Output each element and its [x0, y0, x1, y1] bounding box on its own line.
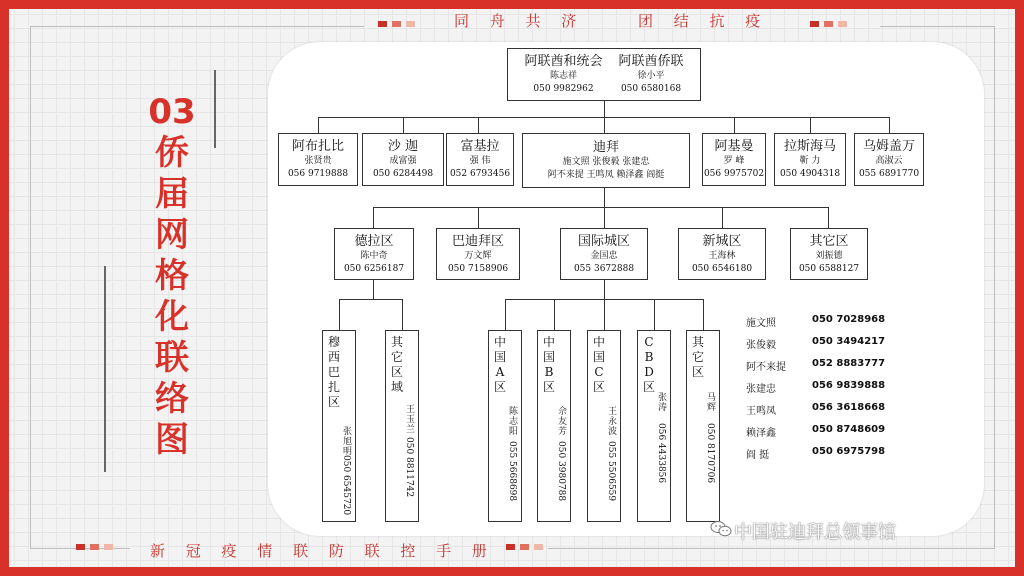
connector — [478, 207, 479, 228]
connector — [373, 280, 374, 300]
side-divider-bottom — [104, 266, 106, 472]
org-box-other-district — [790, 228, 868, 280]
org-person: 佘友芳 — [558, 407, 568, 437]
side-title-char: 联 — [155, 338, 189, 378]
org-person: 王玉兰 — [406, 405, 416, 435]
org-phone: 052 6793456 — [449, 169, 511, 179]
header-squares-left — [378, 21, 415, 27]
org-name: 中国A区 — [493, 335, 506, 394]
org-person: 王永波 — [608, 407, 618, 437]
org-phone: 050 4904318 — [779, 169, 841, 179]
connector — [402, 299, 403, 330]
header-squares-right — [810, 21, 847, 27]
connector — [318, 117, 319, 133]
contact-phone: 050 7028968 — [812, 314, 886, 325]
connector — [722, 207, 723, 228]
org-person: 罗 峰 — [723, 156, 745, 166]
footer-slogan: 新 冠 疫 情 联 防 联 控 手 册 — [150, 542, 495, 560]
contact-phone: 050 8748609 — [812, 424, 886, 435]
org-name: 乌姆盖万 — [862, 139, 915, 154]
org-phone: 055 3672888 — [573, 263, 635, 274]
org-box-deira — [334, 228, 414, 280]
org-phone: 055 5506559 — [606, 441, 616, 502]
org-phone: 055 5668698 — [507, 441, 517, 502]
connector — [604, 100, 605, 118]
org-name: 迪拜 — [592, 140, 619, 155]
org-box-new-city — [678, 228, 766, 280]
contact-name: 王鸣凤 — [746, 406, 776, 417]
org-box-other-area — [385, 330, 419, 522]
org-name: 穆西巴扎区 — [327, 335, 340, 409]
connector — [403, 117, 404, 133]
connector — [604, 188, 605, 208]
org-person: 徐小平 — [637, 71, 665, 81]
inner-line-left — [30, 26, 31, 549]
org-box-bur-dubai — [436, 228, 520, 280]
org-phone: 050 8170706 — [705, 423, 715, 484]
org-box-china-b — [537, 330, 571, 522]
org-name: 其它区 — [809, 233, 849, 249]
side-title-char: 化 — [155, 297, 189, 337]
org-name: 沙 迦 — [387, 139, 419, 154]
connector — [889, 117, 890, 133]
contact-phone: 056 3618668 — [812, 402, 886, 413]
org-box-china-a — [488, 330, 522, 522]
org-phone: 050 6546180 — [691, 263, 753, 274]
inner-line-right — [994, 26, 995, 549]
org-person: 强 伟 — [469, 156, 491, 166]
org-box-cbd — [637, 330, 671, 522]
org-name: 阿联酋和统会 — [524, 54, 603, 69]
org-phone: 050 8811742 — [404, 437, 414, 498]
side-title-char: 图 — [155, 420, 189, 460]
connector — [373, 207, 374, 228]
org-phone: 050 9982962 — [533, 84, 594, 94]
side-title-char: 届 — [155, 174, 189, 214]
org-phone: 阿不来提 王鸣凤 赖泽鑫 阎挺 — [547, 170, 665, 180]
org-box-abu-dhabi — [278, 133, 358, 186]
org-name: 拉斯海马 — [783, 139, 836, 154]
side-title-char: 网 — [155, 215, 189, 255]
org-box-muraqqabat — [322, 330, 356, 522]
org-name: 富基拉 — [460, 139, 500, 154]
org-person: 施文照 张俊毅 张建忠 — [562, 157, 650, 167]
contact-phone: 050 6975798 — [812, 446, 886, 457]
org-phone: 050 3980788 — [556, 441, 566, 502]
footer-squares-left — [76, 544, 113, 550]
side-title-char: 络 — [155, 379, 189, 419]
header-slogan-left: 同 舟 共 济 — [454, 12, 585, 30]
side-divider-top — [214, 70, 216, 148]
header-slogan-right: 团 结 抗 疫 — [638, 12, 769, 30]
connector — [339, 299, 340, 330]
connector — [604, 299, 605, 330]
contact-phone: 050 3494217 — [812, 336, 886, 347]
wechat-icon — [710, 520, 732, 538]
org-name: CBD区 — [642, 335, 655, 394]
connector — [654, 299, 655, 330]
org-phone: 050 6580168 — [620, 84, 682, 94]
org-name: 阿基曼 — [714, 139, 754, 154]
org-box-top — [507, 48, 701, 101]
connector — [604, 280, 605, 300]
connector — [339, 299, 403, 300]
org-person: 高淑云 — [875, 156, 903, 166]
org-person: 陈志阳 — [509, 407, 519, 437]
connector — [734, 117, 735, 133]
contact-name: 张俊毅 — [746, 340, 776, 351]
org-name: 德拉区 — [354, 233, 394, 249]
org-box-sharjah — [362, 133, 444, 186]
org-box-ras-al-khaimah — [774, 133, 846, 186]
org-person: 陈志祥 — [549, 71, 577, 81]
org-phone: 056 9719888 — [287, 169, 349, 179]
connector — [604, 207, 605, 228]
org-person: 成富强 — [389, 156, 417, 166]
side-title-number: 03 — [148, 92, 196, 132]
org-person: 刘振德 — [815, 250, 843, 261]
org-box-ajman — [702, 133, 766, 186]
org-box-umm-al-quwain — [854, 133, 924, 186]
org-name: 巴迪拜区 — [451, 233, 504, 249]
org-person: 马辉 — [707, 393, 717, 413]
inner-line-top-right — [880, 26, 994, 27]
org-name: 阿布扎比 — [291, 139, 344, 154]
contact-phone: 052 8883777 — [812, 358, 886, 369]
inner-line-bottom-right — [548, 548, 994, 549]
org-box-dubai — [522, 133, 690, 188]
contact-phone: 056 9839888 — [812, 380, 886, 391]
connector — [828, 207, 829, 228]
org-name: 其它区域 — [390, 335, 403, 394]
org-phone: 050 7158906 — [447, 263, 509, 274]
org-phone: 050 6545720 — [341, 455, 351, 516]
org-name: 阿联酋侨联 — [618, 54, 684, 69]
connector — [478, 117, 479, 133]
org-person: 陈中奇 — [360, 250, 388, 261]
org-person: 张贤贵 — [304, 156, 332, 166]
contact-name: 阿不来提 — [746, 362, 786, 373]
org-name: 国际城区 — [577, 233, 630, 249]
contact-name: 赖泽鑫 — [746, 428, 776, 439]
contact-name: 阎 挺 — [746, 450, 770, 461]
org-person: 金国忠 — [590, 250, 618, 261]
org-name: 中国C区 — [592, 335, 605, 394]
org-person: 王海林 — [708, 250, 736, 261]
connector — [554, 299, 555, 330]
org-person: 万文辉 — [464, 250, 492, 261]
side-title-char: 格 — [155, 256, 189, 296]
connector — [810, 117, 811, 133]
contact-name: 施文照 — [746, 318, 776, 329]
contact-name: 张建忠 — [746, 384, 776, 395]
inner-line-top-left — [30, 26, 364, 27]
footer-squares-right — [506, 544, 543, 550]
org-phone: 055 6891770 — [858, 169, 920, 179]
org-phone: 056 4433856 — [656, 423, 666, 484]
org-box-fujairah — [446, 133, 514, 186]
org-person: 张旭明 — [343, 427, 353, 457]
org-phone: 050 6284498 — [372, 169, 434, 179]
org-name: 新城区 — [702, 233, 742, 249]
org-box-international-city — [560, 228, 648, 280]
connector — [505, 299, 506, 330]
org-phone: 056 9975702 — [703, 169, 765, 179]
org-phone: 050 6588127 — [798, 263, 860, 274]
org-name: 其它区 — [691, 335, 704, 379]
connector — [604, 117, 605, 133]
org-phone: 050 6256187 — [343, 263, 405, 274]
connector — [373, 207, 828, 208]
org-box-china-other — [686, 330, 720, 522]
org-name: 中国B区 — [542, 335, 555, 394]
org-box-china-c — [587, 330, 621, 522]
org-person: 靳 力 — [799, 156, 821, 166]
connector — [703, 299, 704, 330]
watermark-text: 中国驻迪拜总领事馆 — [734, 522, 896, 543]
org-person: 张涛 — [658, 393, 668, 413]
side-title-char: 侨 — [155, 133, 189, 173]
side-title — [148, 92, 196, 461]
